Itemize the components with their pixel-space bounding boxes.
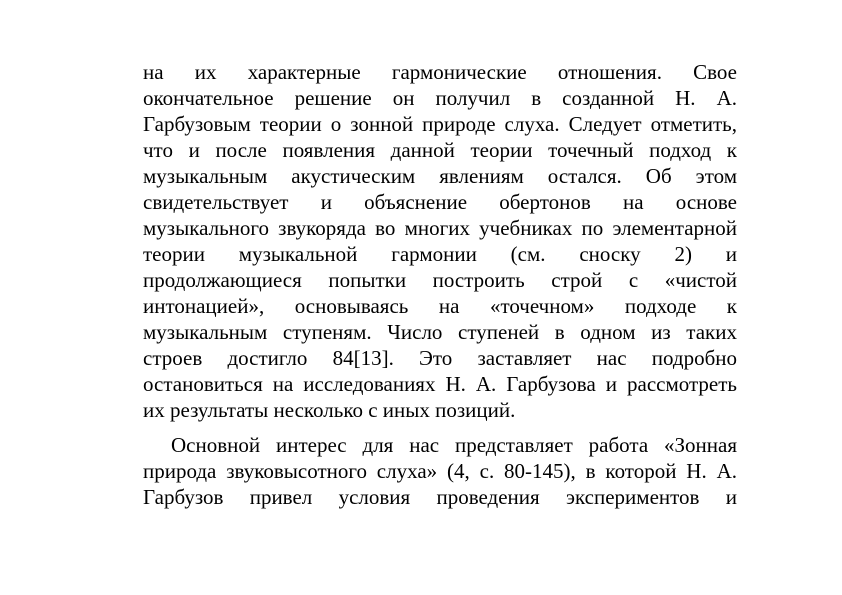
- text-line: свидетельствует и объяснение обертонов на основе: [143, 190, 737, 214]
- text-line: их результаты несколько с иных позиций.: [143, 398, 516, 422]
- text-line: теории музыкальной гармонии (см. сноску 2) и: [143, 242, 737, 266]
- text-line: что и после появления данной теории точечный подход к: [143, 138, 737, 162]
- text-line: природа звуковысотного слуха» (4, с. 80-145), в которой Н. А.: [143, 459, 737, 483]
- text-line: Основной интерес для нас представляет работа «Зонная: [171, 433, 737, 457]
- text-line: остановиться на исследованиях Н. А. Гарбузова и рассмотреть: [143, 372, 737, 396]
- paragraph-2: [143, 432, 737, 510]
- text-line: музыкальным ступеням. Число ступеней в одном из таких: [143, 320, 737, 344]
- paragraph-1: [143, 59, 737, 423]
- text-line: строев достигло 84[13]. Это заставляет нас подробно: [143, 346, 737, 370]
- text-line: на их характерные гармонические отношения. Свое: [143, 60, 737, 84]
- text-line: музыкального звукоряда во многих учебниках по элементарной: [143, 216, 737, 240]
- text-line: музыкальным акустическим явлениям остался. Об этом: [143, 164, 737, 188]
- text-line: интонацией», основываясь на «точечном» подходе к: [143, 294, 737, 318]
- text-line: продолжающиеся попытки построить строй с «чистой: [143, 268, 737, 292]
- text-line: Гарбузов привел условия проведения экспериментов и: [143, 485, 737, 509]
- paragraph-gap: [143, 423, 737, 432]
- text-line: Гарбузовым теории о зонной природе слуха. Следует отметить,: [143, 112, 737, 136]
- body-text: [143, 59, 737, 510]
- text-line: окончательное решение он получил в созданной Н. А.: [143, 86, 737, 110]
